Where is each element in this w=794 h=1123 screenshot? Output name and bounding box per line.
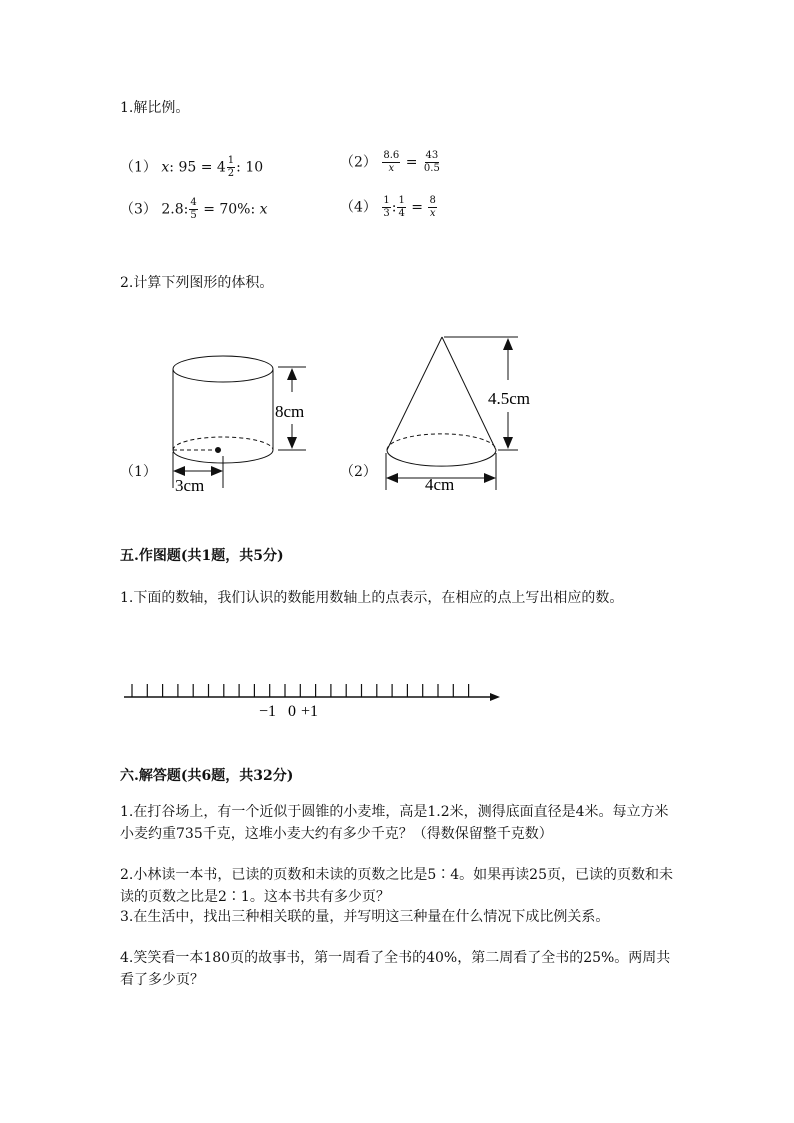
- equals-sign: =: [405, 154, 418, 171]
- fraction: $\frac{1}{2}$: [227, 155, 235, 179]
- equation-2: [340, 150, 442, 175]
- number-line-label-zero: 0: [288, 703, 296, 718]
- cone-diameter-label: 4cm: [425, 475, 455, 494]
- answer-question-1: 1.在打谷场上，有一个近似于圆锥的小麦堆，高是1.2米，测得底面直径是4米。每立方米小麦约重735千克，这堆小麦大约有多少千克？（得数保留整千克数）: [120, 804, 669, 842]
- answer-question-4: 4.笑笑看一本180页的故事书，第一周看了全书的40%，第二周看了全书的25%。两周共看了多少页？: [120, 950, 671, 988]
- fraction: $\frac{43}{0.5}$: [423, 150, 440, 174]
- colon: :: [391, 199, 397, 216]
- fraction: $\frac{1}{4}$: [398, 195, 405, 219]
- geometry-figures: [110, 320, 550, 500]
- equation-rhs: : 10: [236, 159, 264, 176]
- equation-index: （2）: [340, 154, 377, 171]
- equation-4: [340, 195, 438, 220]
- question-title: 2.计算下列图形的体积。: [120, 275, 274, 291]
- answer-question-2: 2.小林读一本书，已读的页数和未读的页数之比是5∶4。如果再读25页，已读的页数和未读的页数之比是2∶1。这本书共有多少页？: [120, 867, 673, 905]
- equation-index: （3）: [120, 201, 157, 218]
- cylinder-radius-label: 3cm: [175, 476, 205, 495]
- cylinder-figure: [173, 356, 306, 488]
- equation-3: [120, 197, 268, 222]
- fraction: $\frac{8}{\text{𝑥}}$: [429, 195, 436, 219]
- number-line: [118, 678, 508, 718]
- section-heading: 六.解答题(共6题，共32分): [120, 768, 294, 784]
- fraction: $\frac{1}{3}$: [383, 195, 390, 219]
- figure-label: （1）: [120, 464, 157, 480]
- section-heading: 五.作图题(共1题，共5分): [120, 548, 284, 564]
- equation-1: [120, 155, 263, 180]
- equation-rhs: = 70%: 𝑥: [203, 201, 268, 218]
- equation-index: （4）: [340, 199, 377, 216]
- question-text: 1.下面的数轴，我们认识的数能用数轴上的点表示，在相应的点上写出相应的数。: [120, 590, 624, 606]
- equation-lhs: 2.8:: [161, 201, 189, 218]
- number-line-label-plus1: +1: [301, 703, 319, 718]
- cone-height-label: 4.5cm: [488, 389, 531, 408]
- question-title: 1.解比例。: [120, 100, 190, 116]
- number-line-arrow: [490, 693, 500, 701]
- equation-lhs: 𝑥: 95 = 4: [161, 159, 226, 176]
- answer-question-3: 3.在生活中，找出三种相关联的量，并写明这三种量在什么情况下成比例关系。: [120, 909, 610, 925]
- equals-sign: =: [411, 199, 424, 216]
- number-line-ticks: [132, 684, 469, 697]
- cylinder-height-label: 8cm: [275, 402, 305, 421]
- number-line-label-minus1: −1: [259, 703, 277, 718]
- equation-index: （1）: [120, 159, 157, 176]
- figure-label: （2）: [340, 464, 377, 480]
- fraction: $\frac{8.6}{\text{𝑥}}$: [383, 150, 400, 174]
- cone-figure: [386, 337, 518, 490]
- fraction: $\frac{4}{5}$: [190, 197, 197, 221]
